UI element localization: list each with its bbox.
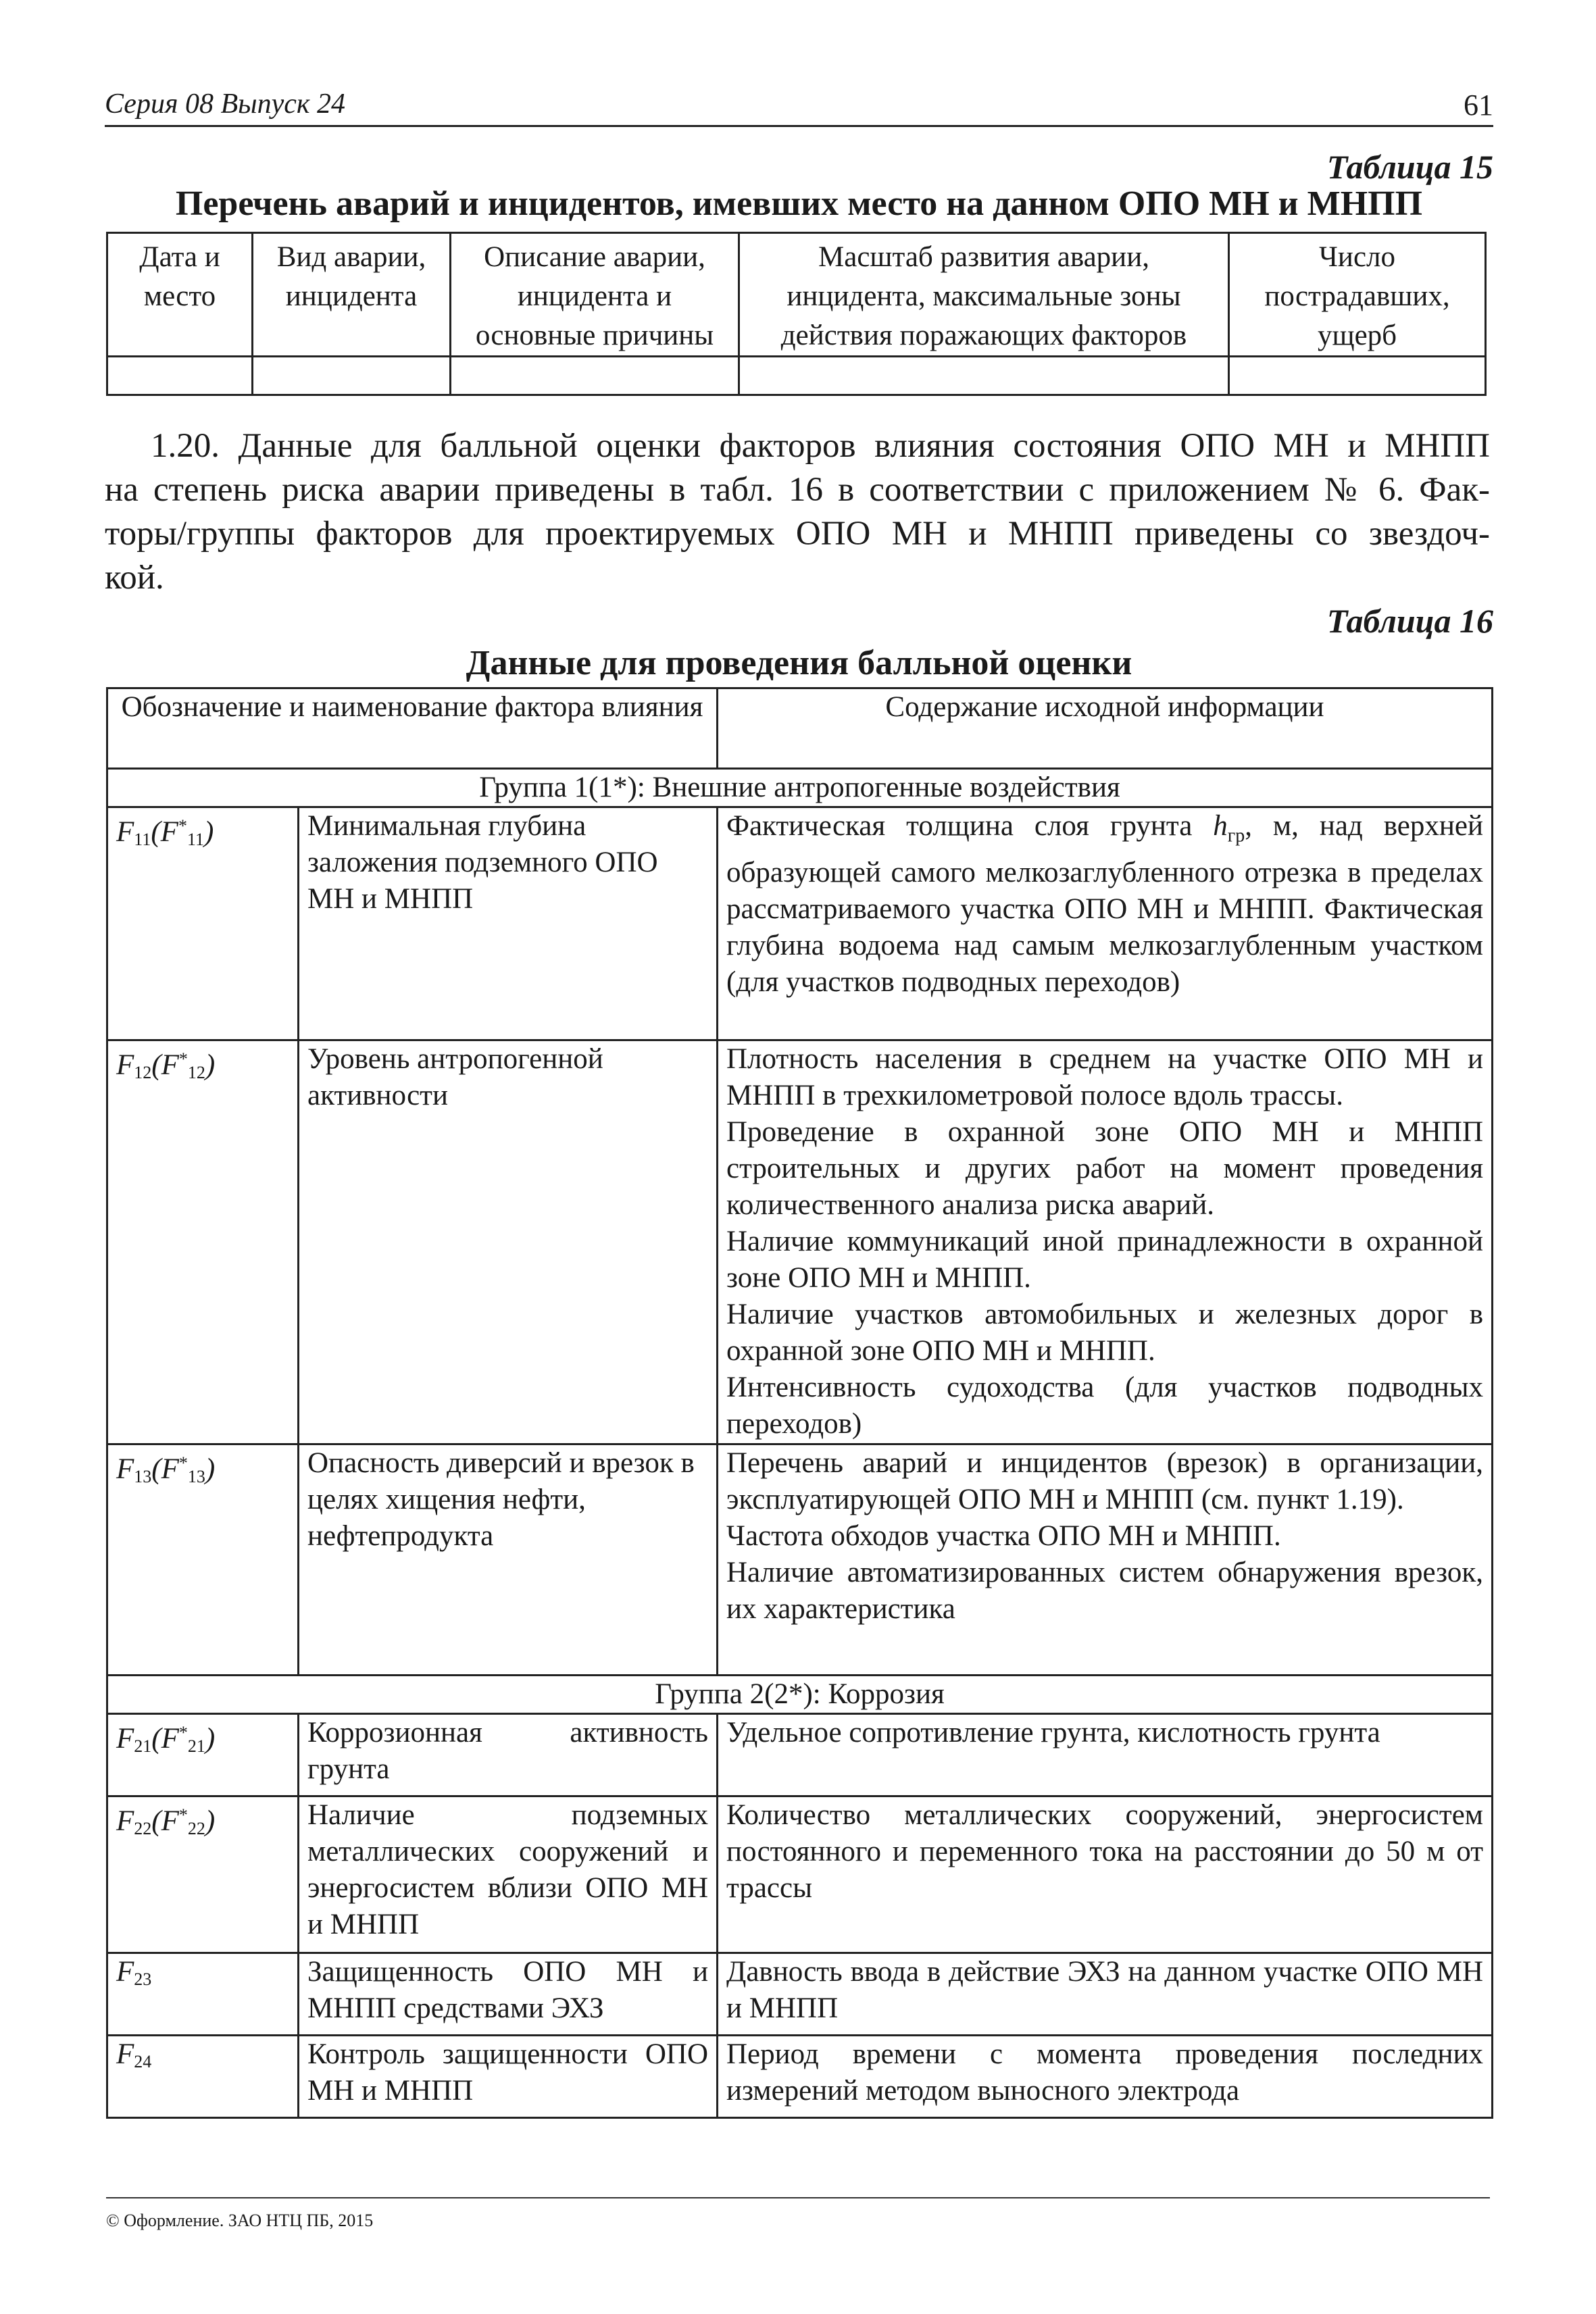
- paragraph-line: торы/группы факторов для проектируемых ОПО МН и МНПП приведены со звездоч-: [105, 515, 1490, 553]
- page-number: 61: [1464, 89, 1493, 122]
- factor-name: Опасность диверсий и врезок в целях хищения нефти, нефтепродукта: [299, 1444, 718, 1676]
- factor-name: Контроль защищенности ОПО МН и МНПП: [299, 2036, 718, 2118]
- factor-code: $F_{13}(F^*_{13})$: [107, 1444, 299, 1676]
- table16: [106, 687, 1493, 2119]
- t15-empty-cell: [451, 357, 739, 395]
- factor-code: $F_{24}$: [107, 2036, 299, 2118]
- factor-code: $F_{12}(F^*_{12})$: [107, 1040, 299, 1444]
- factor-name: Наличие подземных металлических сооружений и энергосистем вблизи ОПО МН и МНПП: [299, 1796, 718, 1953]
- header-rule: [105, 125, 1493, 127]
- t15-empty-cell: [1229, 357, 1486, 395]
- t15-empty-cell: [739, 357, 1229, 395]
- factor-name: Уровень антропогенной активности: [299, 1040, 718, 1444]
- factor-code: $F_{21}(F^*_{21})$: [107, 1714, 299, 1796]
- factor-content: Плотность населения в среднем на участке ОПО МН и МНПП в трехкилометровой полосе вдоль трассы. Проведение в охранной зоне ОПО МН и МНПП строительных и других работ на момент проведения количественного анализа риска аварий. Наличие коммуникаций иной принадлежности в охранной зоне ОПО МН и МНПП. Наличие участков автомобильных и железных дорог в охранной зоне ОПО МН и МНПП. Интенсивность судоходства (для участков подводных переходов): [718, 1040, 1493, 1444]
- paragraph-line: кой.: [105, 559, 164, 597]
- table15: [106, 232, 1487, 396]
- factor-code: $F_{22}(F^*_{22})$: [107, 1796, 299, 1953]
- t15-col-description: Описание аварии, инцидента и основные причины: [451, 233, 739, 357]
- t16-group-title: Группа 2(2*): Коррозия: [107, 1676, 1493, 1714]
- table15-title: Перечень аварий и инцидентов, имевших место на данном ОПО МН и МНПП: [175, 184, 1423, 223]
- factor-content: Удельное сопротивление грунта, кислотность грунта: [718, 1714, 1493, 1796]
- t15-empty-cell: [253, 357, 451, 395]
- factor-content: Перечень аварий и инцидентов (врезок) в организации, эксплуатирующей ОПО МН и МНПП (см. пункт 1.19). Частота обходов участка ОПО МН и МНПП. Наличие автоматизированных систем обнаружения врезок, их характеристика: [718, 1444, 1493, 1676]
- factor-content: Количество металлических сооружений, энергосистем постоянного и переменного тока на расстоянии до 50 м от трассы: [718, 1796, 1493, 1953]
- factor-name: Минимальная глубина заложения подземного ОПО МН и МНПП: [299, 807, 718, 1040]
- t16-col-factor: Обозначение и наименование фактора влияния: [107, 688, 718, 769]
- factor-name: Коррозионная активность грунта: [299, 1714, 718, 1796]
- footer-copyright: © Оформление. ЗАО НТЦ ПБ, 2015: [106, 2211, 374, 2230]
- t16-col-content: Содержание исходной информации: [718, 688, 1493, 769]
- factor-code: $F_{23}$: [107, 1953, 299, 2036]
- series-label: Серия 08 Выпуск 24: [105, 89, 345, 120]
- table16-title: Данные для проведения балльной оценки: [466, 644, 1132, 682]
- factor-content: Фактическая толщина слоя грунта $h_{гр}$, м, над верхней образующей самого мелкозаглубленного отрезка в пределах рассматриваемого участка ОПО МН и МНПП. Фактическая глубина водоема над самым мелкозаглубленным участком (для участков подводных переходов): [718, 807, 1493, 1040]
- t15-col-date: Дата и место: [107, 233, 253, 357]
- t16-group-title: Группа 1(1*): Внешние антропогенные воздействия: [107, 769, 1493, 807]
- factor-content: Давность ввода в действие ЭХЗ на данном участке ОПО МН и МНПП: [718, 1953, 1493, 2036]
- table16-caption: Таблица 16: [1326, 602, 1493, 640]
- t15-empty-cell: [107, 357, 253, 395]
- factor-code: $F_{11}(F^*_{11})$: [107, 807, 299, 1040]
- factor-name: Защищенность ОПО МН и МНПП средствами ЭХЗ: [299, 1953, 718, 2036]
- footer-rule: [106, 2197, 1490, 2198]
- table15-caption: Таблица 15: [1326, 148, 1493, 186]
- paragraph-line: на степень риска аварии приведены в табл. 16 в соответствии с приложением № 6. Фак-: [105, 471, 1490, 509]
- paragraph-1-20: [105, 424, 1490, 600]
- factor-content: Период времени с момента проведения последних измерений методом выносного электрода: [718, 2036, 1493, 2118]
- t15-col-victims: Число пострадавших, ущерб: [1229, 233, 1486, 357]
- t15-col-type: Вид аварии, инцидента: [253, 233, 451, 357]
- paragraph-line: 1.20. Данные для балльной оценки факторов влияния состояния ОПО МН и МНПП: [151, 427, 1490, 465]
- t15-col-scale: Масштаб развития аварии, инцидента, максимальные зоны действия поражающих факторов: [739, 233, 1229, 357]
